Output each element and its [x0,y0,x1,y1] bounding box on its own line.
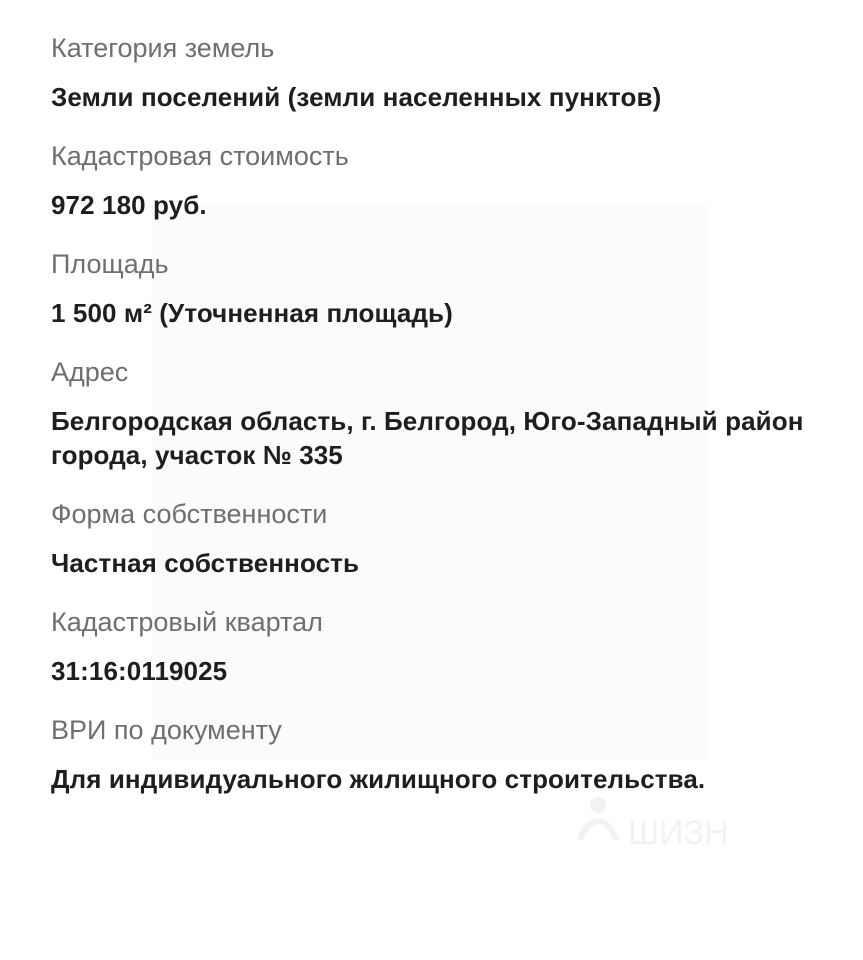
field-label: Площадь [51,249,169,279]
field-value: Частная собственность [51,548,360,578]
field-address [51,354,841,472]
field-area [51,246,841,330]
field-value: 972 180 руб. [51,190,207,220]
field-permitted-use [51,712,841,796]
field-cadastral-quarter [51,604,841,688]
field-label: ВРИ по документу [51,715,282,745]
field-label: Форма собственности [51,499,328,529]
field-value: Для индивидуального жилищного строительства. [51,764,706,794]
field-label: Адрес [51,357,129,387]
field-label: Кадастровая стоимость [51,141,349,171]
field-label: Категория земель [51,33,275,63]
field-land-category [51,30,841,114]
svg-text:ШИЗН: ШИЗН [628,814,729,852]
field-label: Кадастровый квартал [51,607,323,637]
field-value: Земли поселений (земли населенных пунктов) [51,82,662,112]
field-value: 1 500 м² (Уточненная площадь) [51,298,453,328]
field-value: 31:16:0119025 [51,656,228,686]
field-value: Белгородская область, г. Белгород, Юго-Западный район города, участок № 335 [51,406,804,470]
field-ownership-form [51,496,841,580]
property-details-list [51,30,841,820]
field-cadastral-cost [51,138,841,222]
